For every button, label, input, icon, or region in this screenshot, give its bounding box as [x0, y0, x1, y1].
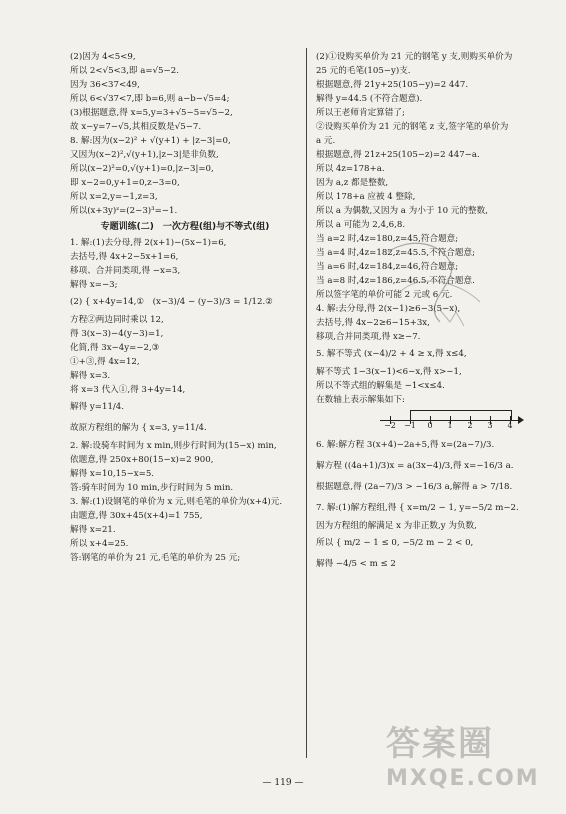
text-line: 解得 y=44.5 (不符合题意). — [316, 94, 423, 104]
number-line-tick-label: 1 — [447, 421, 453, 430]
column-divider — [306, 48, 307, 758]
text-line: 4. 解:去分母,得 2(x−1)≥6−3(5−x), — [316, 304, 461, 314]
text-line: a 元. — [316, 136, 336, 146]
pencil-scribble — [380, 232, 500, 352]
text-line: (2) { x+4y=14,① (x−3)/4 − (y−3)/3 = 1/12.② — [70, 297, 273, 307]
text-line: (3)根据题意,得 x=5,y=3+√5−5=√5−2, — [70, 108, 233, 118]
text-line: 在数轴上表示解集如下: — [316, 395, 405, 405]
text-line: 1. 解:(1)去分母,得 2(x+1)−(5x−1)=6, — [70, 238, 227, 248]
text-line: 化简,得 3x−4y=−2,③ — [70, 343, 160, 353]
watermark-en: MXQE.COM — [386, 766, 540, 791]
number-line-tick-label: 4 — [507, 421, 513, 430]
text-line: 所以王老师肯定算错了; — [316, 108, 405, 118]
text-line: 故原方程组的解为 { x=3, y=11/4. — [70, 423, 207, 433]
text-line: 去括号,得 4x+2−5x+1=6, — [70, 252, 179, 262]
text-line: (2)因为 4<5<9, — [70, 52, 136, 62]
number-line-tick-label: −2 — [384, 421, 396, 430]
text-line: 所以 { m/2 − 1 ≤ 0, −5/2 m − 2 < 0, — [316, 538, 474, 548]
text-line: 所以 a 为偶数,又因为 a 为小于 10 元的整数, — [316, 206, 488, 216]
number-line-tick-label: 0 — [427, 421, 433, 430]
text-line: 所以 178+a 应被 4 整除, — [316, 192, 416, 202]
text-line: 根据题意,得 21y+25(105−y)=2 447. — [316, 80, 469, 90]
text-line: 所以(x−2)²=0,√(y+1)=0,|z−3|=0, — [70, 164, 214, 174]
text-line: 解得 y=11/4. — [70, 402, 125, 412]
text-line: 所以不等式组的解集是 −1<x≤4. — [316, 381, 445, 391]
text-line: 答:钢笔的单价为 21 元,毛笔的单价为 25 元; — [70, 553, 241, 563]
number-line-tick-label: 2 — [467, 421, 473, 430]
text-line: 又因为(x−2)²,√(y+1),|z−3|是非负数, — [70, 150, 219, 160]
text-line: 因为方程组的解满足 x 为非正数,y 为负数, — [316, 521, 477, 531]
text-line: 当 a=6 时,4z=184,z=46,符合题意; — [316, 262, 459, 272]
text-line: 方程②两边同时乘以 12, — [70, 315, 164, 325]
text-line: 解不等式 1−3(x−1)<6−x,得 x>−1, — [316, 367, 462, 377]
number-line-tick-label: −1 — [404, 421, 416, 430]
number-line — [380, 407, 520, 435]
text-line: 6. 解:解方程 3(x+4)−2a+5,得 x=(2a−7)/3. — [316, 440, 495, 450]
text-line: 根据题意,得 21z+25(105−z)=2 447−a. — [316, 150, 480, 160]
text-line: 当 a=2 时,4z=180,z=45,符合题意; — [316, 234, 459, 244]
text-line: 因为 36<37<49, — [70, 80, 140, 90]
text-line: ②设购买单价为 21 元的钢笔 z 支,签字笔的单价为 — [316, 122, 509, 132]
left-column — [70, 50, 300, 565]
text-line: 依题意,得 250x+80(15−x)=2 900, — [70, 455, 214, 465]
text-line: 答:骑车时间为 10 min,步行时间为 5 min. — [70, 483, 234, 493]
text-line: 所以 x=2,y=−1,z=3, — [70, 192, 158, 202]
page-number: — 119 — — [262, 778, 304, 788]
text-line: 解得 x=3. — [70, 371, 111, 381]
text-line: 2. 解:设骑车时间为 x min,则步行时间为(15−x) min, — [70, 441, 277, 451]
text-line: 解得 x=21. — [70, 525, 116, 535]
watermark-cn: 答案圈 — [386, 724, 494, 764]
text-line: 解得 x=−3; — [70, 280, 118, 290]
text-line: 专题训练(二) 一次方程(组)与不等式(组) — [100, 222, 270, 232]
text-line: 根据题意,得 (2a−7)/3 > −16/3 a,解得 a > 7/18. — [316, 482, 513, 492]
text-line: 移项、合并同类项,得 −x=3, — [70, 266, 181, 276]
text-line: 所以 a 可能为 2,4,6,8. — [316, 220, 406, 230]
text-line: 所以 2<√5<3,即 a=√5−2. — [70, 66, 179, 76]
text-line: ①+③,得 4x=12, — [70, 357, 140, 367]
solution-interval — [410, 410, 512, 421]
text-line: 即 x−2=0,y+1=0,z−3=0, — [70, 178, 180, 188]
text-line: 得 3(x−3)−4(y−3)=1, — [70, 329, 164, 339]
text-line: 所以 4z=178+a. — [316, 164, 385, 174]
text-line: 3. 解:(1)设钢笔的单价为 x 元,则毛笔的单价为(x+4)元. — [70, 497, 283, 507]
text-line: 因为 a,z 都是整数, — [316, 178, 389, 188]
text-line: 将 x=3 代入①,得 3+4y=14, — [70, 385, 186, 395]
text-line: 当 a=4 时,4z=182,z=45.5,不符合题意; — [316, 248, 475, 258]
text-line: 所以(x+3y)ᶻ=(2−3)³=−1. — [70, 206, 178, 216]
text-line: 8. 解:因为(x−2)² + √(y+1) + |z−3|=0, — [70, 136, 231, 146]
text-line: 移项,合并同类项,得 x≥−7. — [316, 332, 421, 342]
text-line: 所以 6<√37<7,即 b=6,则 a−b−√5=4; — [70, 94, 230, 104]
text-line: 去括号,得 4x−2≥6−15+3x, — [316, 318, 430, 328]
text-line: 所以签字笔的单价可能 2 元或 6 元. — [316, 290, 453, 300]
text-line: 解得 x=10,15−x=5. — [70, 469, 155, 479]
text-line: 所以 x+4=25. — [70, 539, 129, 549]
text-line: 当 a=8 时,4z=186,z=46.5,不符合题意. — [316, 276, 475, 286]
watermark-logo — [386, 724, 556, 804]
text-line: 7. 解:(1)解方程组,得 { x=m/2 − 1, y=−5/2 m−2. — [316, 503, 519, 513]
text-line: 25 元的毛笔(105−y)支. — [316, 66, 411, 76]
number-line-tick-label: 3 — [487, 421, 493, 430]
text-line: 由题意,得 30x+45(x+4)=1 755, — [70, 511, 203, 521]
text-line: 解方程 ((4a+1)/3)x = a(3x−4)/3,得 x=−16/3 a. — [316, 461, 514, 471]
text-line: 5. 解不等式 (x−4)/2 + 4 ≥ x,得 x≤4, — [316, 349, 467, 359]
text-line: 解得 −4/5 < m ≤ 2 — [316, 559, 396, 569]
text-line: 故 x−y=7−√5,其相反数是√5−7. — [70, 122, 202, 132]
text-line: (2)①设购买单价为 21 元的钢笔 y 支,则购买单价为 — [316, 52, 513, 62]
arrow-right-icon — [518, 416, 524, 424]
